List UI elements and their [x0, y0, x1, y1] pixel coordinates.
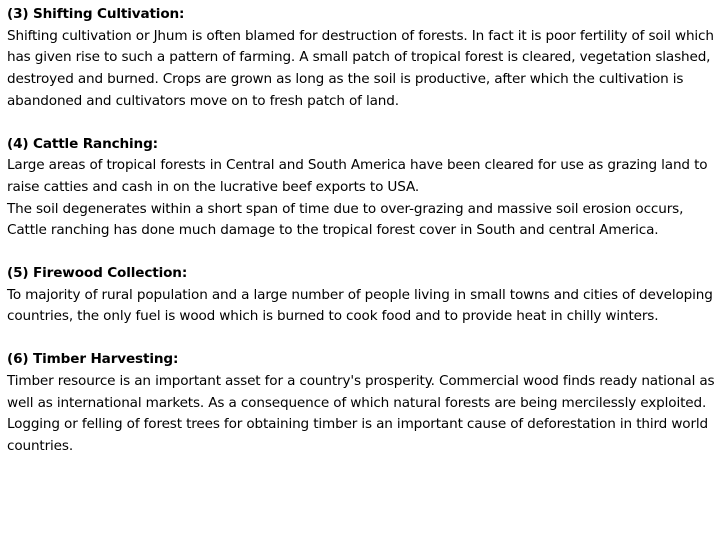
section-cattle-ranching [7, 134, 715, 243]
document-body [7, 4, 715, 458]
section-shifting-cultivation [7, 4, 715, 113]
section-heading: (3) Shifting Cultivation: [7, 6, 185, 22]
section-paragraph: Large areas of tropical forests in Central and South America have been cleared for use as grazing land to raise catties and cash in on the lucrative beef exports to USA. [7, 157, 708, 195]
section-heading: (4) Cattle Ranching: [7, 135, 158, 152]
section-paragraph: Shifting cultivation or Jhum is often blamed for destruction of forests. In fact it is poor fertility of soil which has given rise to such a pattern of farming. A small patch of tropical forest is cleared, vegetation slashed, destroyed and burned. Crops are grown as long as the soil is productive, after which the cultivation is abandoned and cultivators move on to fresh patch of land. [7, 27, 714, 109]
section-heading: (6) Timber Harvesting: [7, 351, 179, 368]
section-paragraph: To majority of rural population and a large number of people living in small towns and cities of developing countries, the only fuel is wood which is burned to cook food and to provide heat in chilly winters. [7, 286, 713, 325]
section-timber-harvesting [7, 349, 715, 458]
section-firewood-collection [7, 263, 715, 328]
section-heading: (5) Firewood Collection: [7, 265, 188, 282]
section-paragraph: Timber resource is an important asset for a country's prosperity. Commercial wood finds ready national as well as international markets. As a consequence of which natural forests are being mercilessly exploited. Logging or felling of forest trees for obtaining timber is an important cause of deforestation in third world countries. [7, 372, 715, 454]
section-paragraph: The soil degenerates within a short span of time due to over-grazing and massive soil erosion occurs, Cattle ranching has done much damage to the tropical forest cover in South and central America. [7, 200, 684, 239]
